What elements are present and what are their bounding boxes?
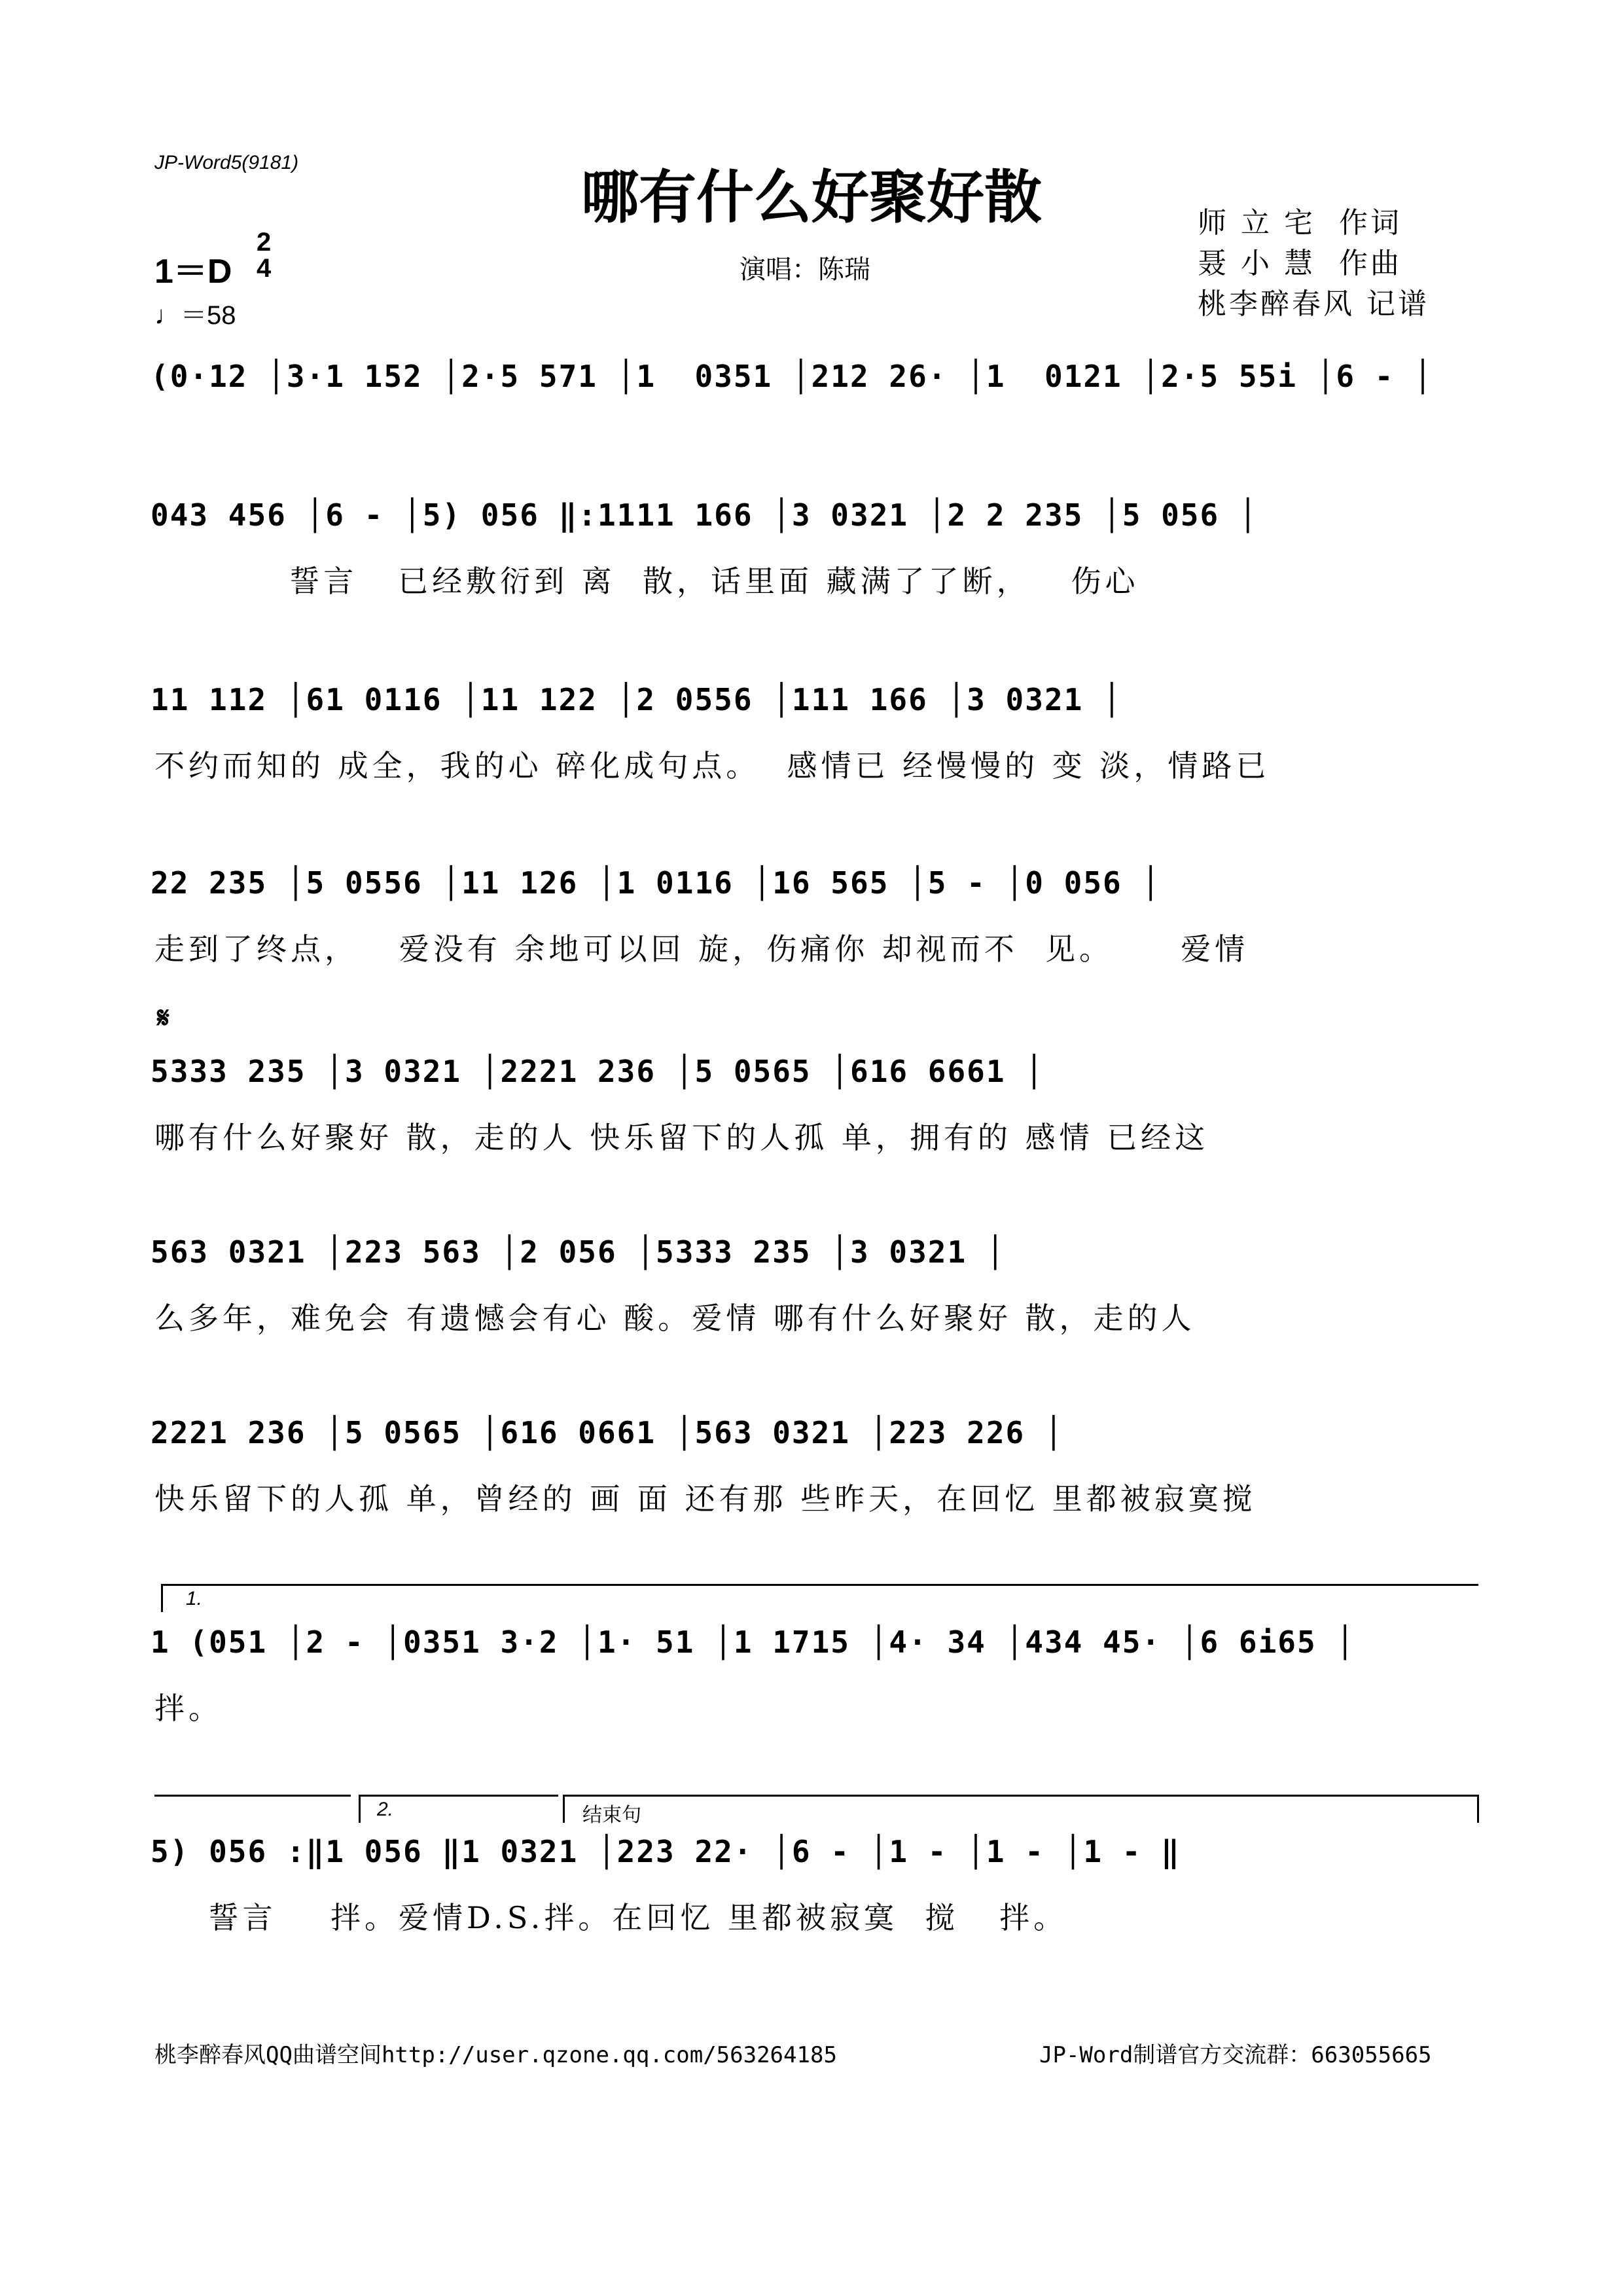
key-signature: 1＝D: [154, 253, 232, 291]
singer-credit: 演唱：陈瑞: [740, 255, 870, 285]
time-signature-bottom: 4: [257, 254, 272, 283]
lyric-line-6: 么多年，难免会 有遗憾会有心 酸。爱情 哪有什么好聚好 散，走的人: [154, 1300, 1196, 1336]
time-signature: [257, 229, 271, 281]
segno-sign: 𝄋: [157, 1001, 169, 1035]
software-label: JP-Word5(9181): [154, 152, 299, 173]
volta-2-label: 2.: [377, 1799, 394, 1820]
ending-label: 结束句: [582, 1804, 641, 1827]
music-system-9: 5) 056 :‖1 056 ‖1 0321 │223 22· │6 - │1 - │1 - │1 - ‖: [151, 1834, 1181, 1869]
lyricist-credit: 师 立 宅 作词: [1198, 206, 1402, 240]
time-signature-top: 2: [257, 228, 272, 257]
volta-1-label: 1.: [186, 1588, 203, 1609]
music-system-1: (0·12 │3·1 152 │2·5 571 │1 0351 │212 26· │1 0121 │2·5 55i │6 - │: [151, 359, 1433, 394]
music-system-6: 563 0321 │223 563 │2 056 │5333 235 │3 0321 │: [151, 1234, 1006, 1270]
volta-end-line: [154, 1795, 351, 1797]
music-system-7: 2221 236 │5 0565 │616 0661 │563 0321 │223 226 │: [151, 1415, 1064, 1450]
music-system-5: 5333 235 │3 0321 │2221 236 │5 0565 │616 6661 │: [151, 1054, 1044, 1089]
music-system-8: 1 (051 │2 - │0351 3·2 │1· 51 │1 1715 │4· 34 │434 45· │6 6i65 │: [151, 1624, 1356, 1660]
ending-bracket: [563, 1795, 1479, 1823]
music-system-4: 22 235 │5 0556 │11 126 │1 0116 │16 565 │5 - │0 056 │: [151, 865, 1162, 901]
music-system-3: 11 112 │61 0116 │11 122 │2 0556 │111 166 │3 0321 │: [151, 682, 1122, 717]
song-title: 哪有什么好聚好散: [580, 164, 1042, 231]
credits-block: [1198, 203, 1429, 325]
lyric-line-7: 快乐留下的人孤 单，曾经的 画 面 还有那 些昨天，在回忆 里都被寂寞搅: [154, 1481, 1257, 1516]
footer-left: 桃李醉春风QQ曲谱空间http://user.qzone.qq.com/563264185: [154, 2042, 837, 2068]
lyric-line-8: 拌。: [154, 1691, 223, 1726]
transcriber-credit: 桃李醉春风 记谱: [1198, 287, 1429, 321]
lyric-line-2: 誓言 已经敷衍到 离 散，话里面 藏满了了断， 伤心: [154, 564, 1139, 599]
lyric-line-9: 誓言 拌。爱情D.S.拌。在回忆 里都被寂寞 搅 拌。: [154, 1900, 1068, 1935]
volta-1-bracket: [161, 1584, 1478, 1612]
composer-credit: 聂 小 慧 作曲: [1198, 247, 1402, 280]
music-system-2: 043 456 │6 - │5) 056 ‖:1111 166 │3 0321 │2 2 235 │5 056 │: [151, 497, 1258, 533]
lyric-line-5: 哪有什么好聚好 散，走的人 快乐留下的人孤 单，拥有的 感情 已经这: [154, 1120, 1209, 1155]
tempo-marking: ♩＝58: [154, 301, 236, 330]
lyric-line-4: 走到了终点， 爱没有 余地可以回 旋，伤痛你 却视而不 见。 爱情: [154, 931, 1249, 967]
footer-right: JP-Word制谱官方交流群：663055665: [1039, 2042, 1432, 2068]
lyric-line-3: 不约而知的 成全，我的心 碎化成句点。 感情已 经慢慢的 变 淡，情路已: [154, 748, 1270, 783]
